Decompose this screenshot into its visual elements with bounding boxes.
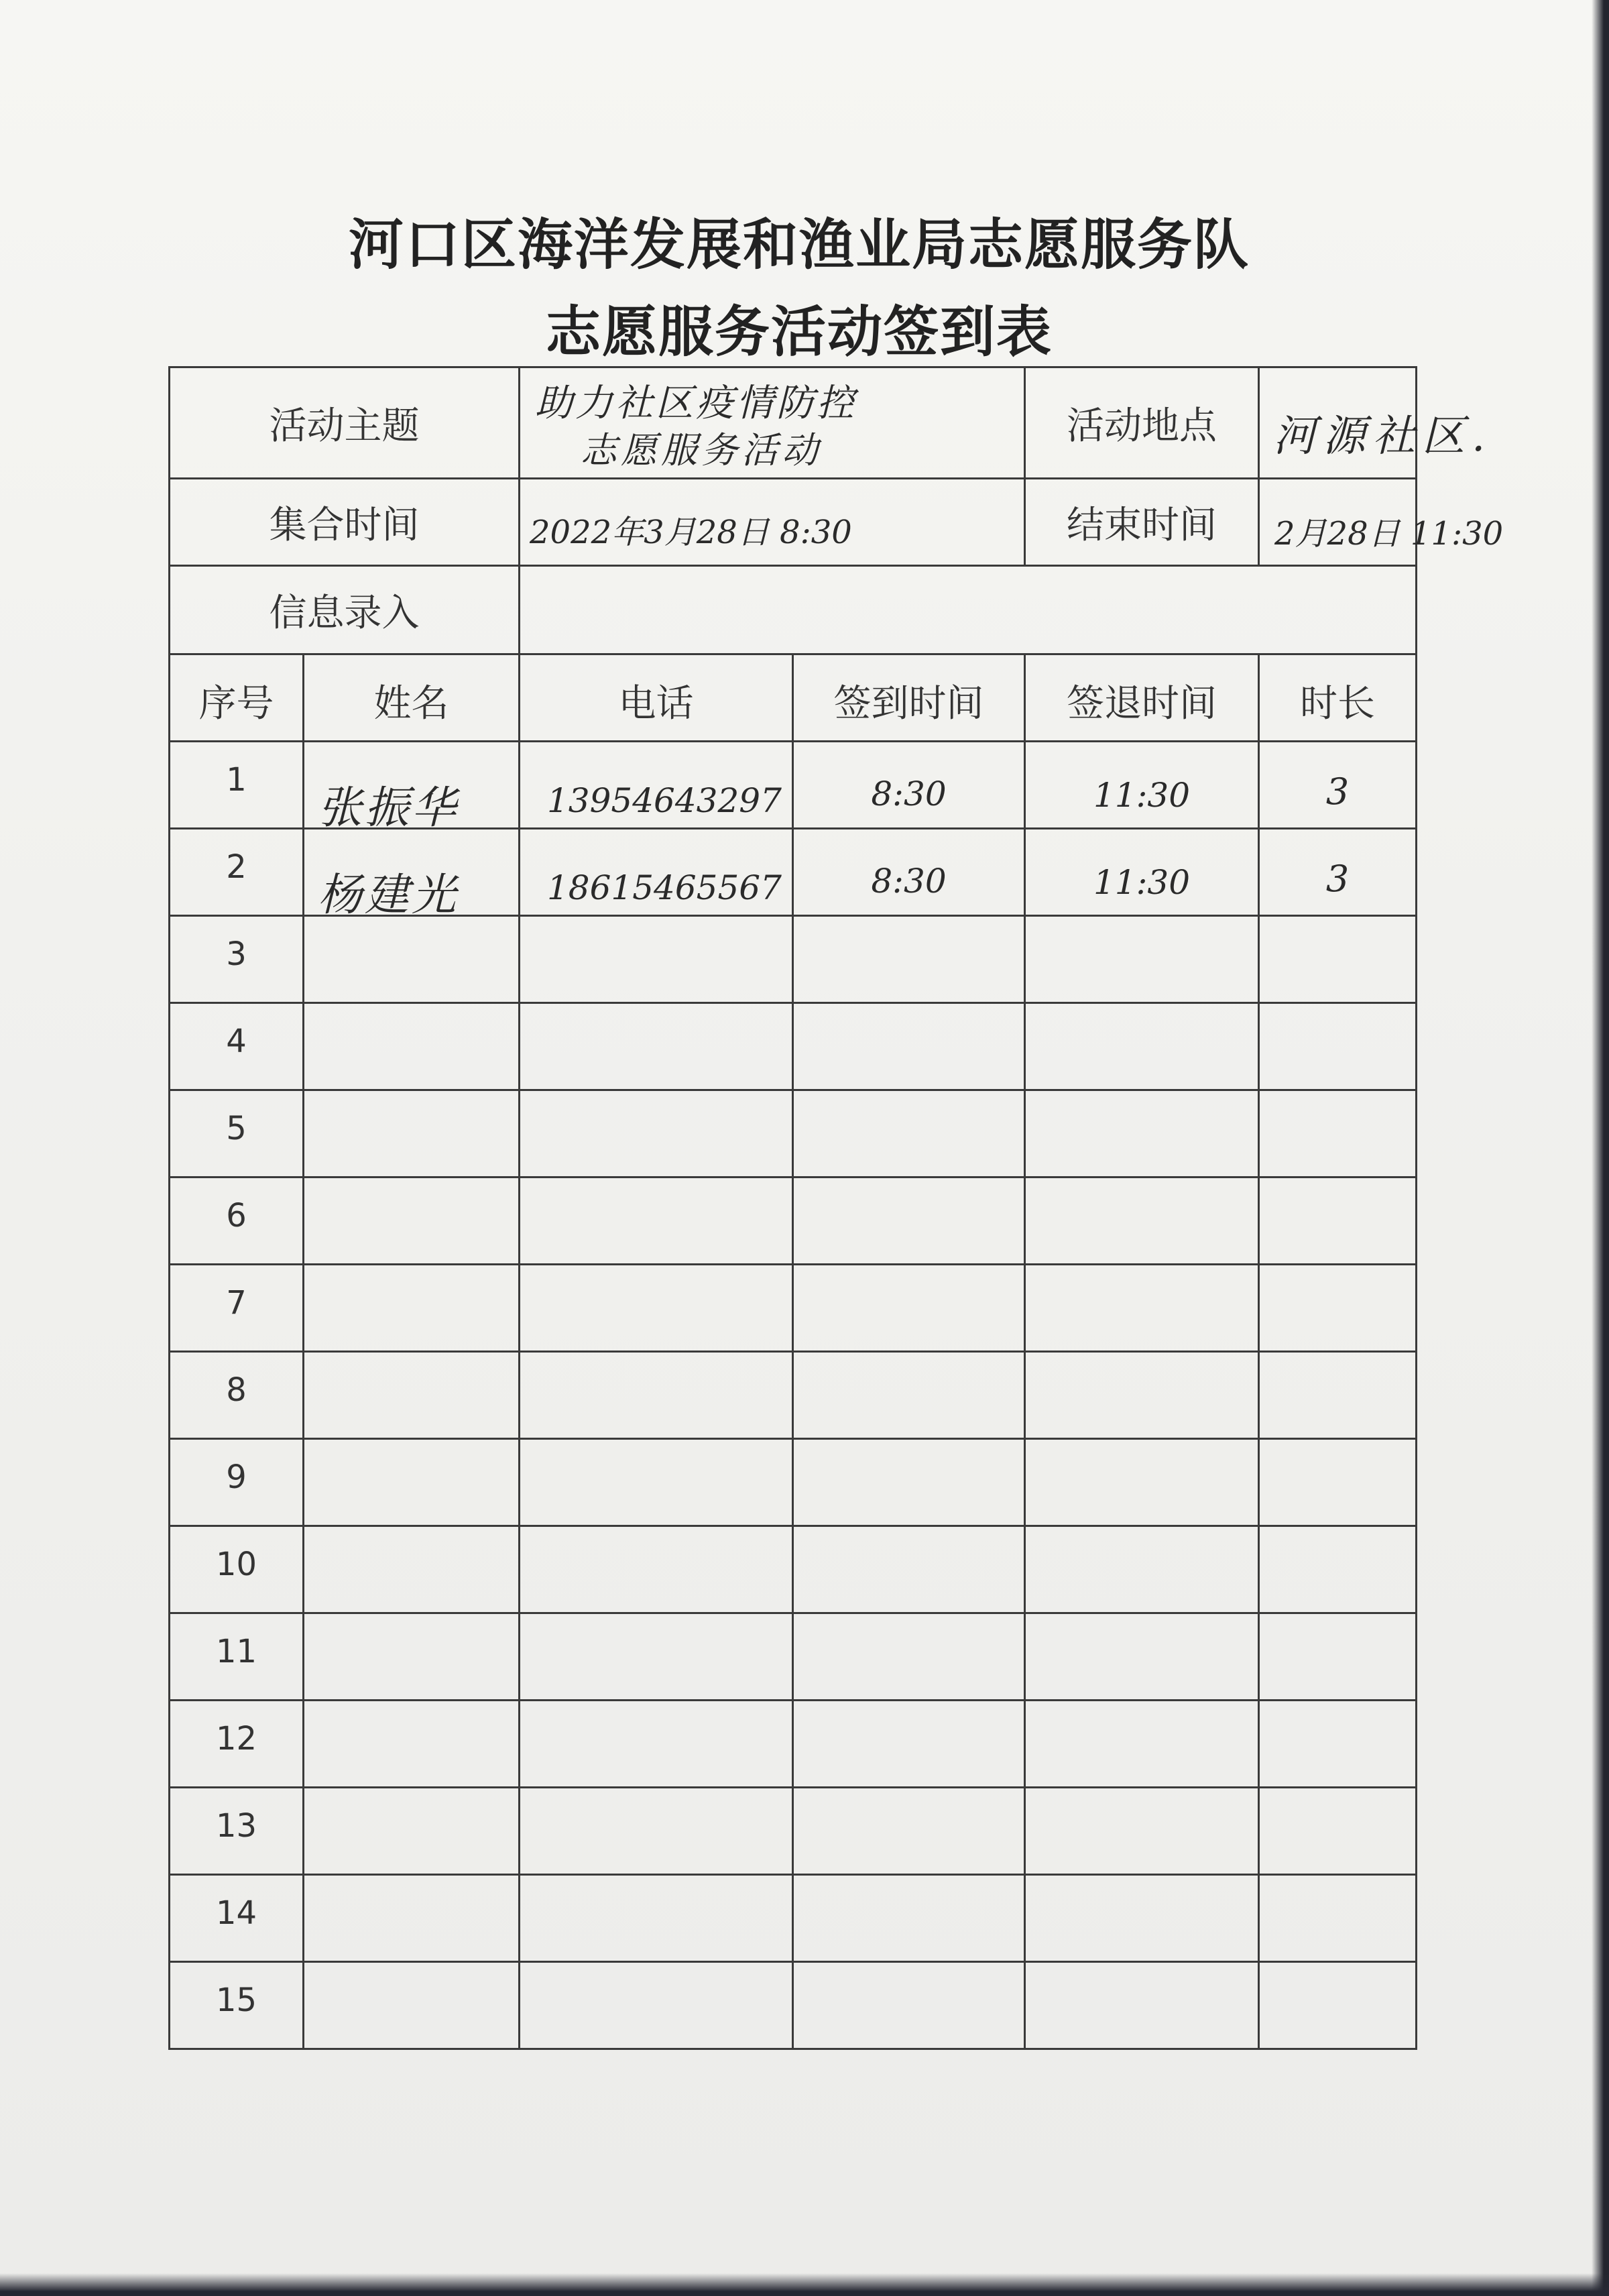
signer-phone-cell[interactable] <box>520 1613 793 1701</box>
theme-value-line2: 志愿服务活动 <box>581 429 822 471</box>
place-value: 河源社区. <box>1273 412 1492 461</box>
duration: 3 <box>1325 770 1350 813</box>
photo-edge-right <box>1592 0 1609 2296</box>
table-row <box>170 1265 1417 1352</box>
signer-phone-cell[interactable] <box>520 1788 793 1875</box>
row-index: 2 <box>170 829 304 916</box>
checkout-time-cell[interactable] <box>1025 1613 1259 1701</box>
checkout-time-cell[interactable] <box>1025 1788 1259 1875</box>
signer-phone: 13954643297 <box>547 781 782 820</box>
checkin-time-cell[interactable] <box>793 1265 1025 1352</box>
checkin-time-cell[interactable] <box>793 1439 1025 1526</box>
theme-value-cell <box>520 367 1025 479</box>
signer-name-cell[interactable] <box>304 1701 520 1788</box>
duration-cell[interactable] <box>1259 1003 1417 1090</box>
info-row-theme <box>170 367 1417 479</box>
duration-cell[interactable] <box>1259 1701 1417 1788</box>
checkin-time-cell[interactable] <box>793 1701 1025 1788</box>
row-index: 9 <box>170 1439 304 1526</box>
place-label: 活动地点 <box>1067 404 1217 448</box>
info-entry-value[interactable] <box>520 566 1417 654</box>
signer-phone-cell[interactable] <box>520 829 793 916</box>
signer-name-cell[interactable] <box>304 742 520 834</box>
checkout-time-cell[interactable] <box>1025 829 1259 916</box>
checkout-time-cell[interactable] <box>1025 1526 1259 1613</box>
duration-cell[interactable] <box>1259 1613 1417 1701</box>
document-subtitle: 志愿服务活动签到表 <box>545 300 1053 364</box>
end-label-cell <box>1025 479 1259 566</box>
table-row <box>170 1788 1417 1875</box>
place-value-cell <box>1259 367 1492 479</box>
signer-name-cell[interactable] <box>304 1788 520 1875</box>
checkout-time-cell[interactable] <box>1025 1701 1259 1788</box>
duration-cell[interactable] <box>1259 1875 1417 1962</box>
checkin-time: 8:30 <box>871 774 947 813</box>
checkout-time-cell[interactable] <box>1025 1352 1259 1439</box>
checkout-time: 11:30 <box>1093 776 1191 815</box>
theme-label: 活动主题 <box>269 404 420 448</box>
row-index: 7 <box>170 1265 304 1352</box>
row-index: 15 <box>170 1962 304 2049</box>
photo-edge-bottom <box>0 2273 1609 2296</box>
duration-cell[interactable] <box>1259 1090 1417 1178</box>
signer-phone: 18615465567 <box>547 868 782 907</box>
row-index: 8 <box>170 1352 304 1439</box>
signer-name: 杨建光 <box>318 869 459 921</box>
duration-cell[interactable] <box>1259 1788 1417 1875</box>
row-index: 13 <box>170 1788 304 1875</box>
signer-name-cell[interactable] <box>304 1090 520 1178</box>
checkin-time-cell[interactable] <box>793 1003 1025 1090</box>
checkout-time-cell[interactable] <box>1025 916 1259 1003</box>
table-row <box>170 742 1417 829</box>
col-header-name: 姓名 <box>304 654 520 742</box>
checkin-time: 8:30 <box>871 862 947 901</box>
info-row-time <box>170 479 1417 566</box>
table-row <box>170 1526 1417 1613</box>
row-index: 10 <box>170 1526 304 1613</box>
signer-phone-cell[interactable] <box>520 1526 793 1613</box>
table-row <box>170 1962 1417 2049</box>
row-index: 14 <box>170 1875 304 1962</box>
checkin-time-cell[interactable] <box>793 1613 1025 1701</box>
row-index: 11 <box>170 1613 304 1701</box>
place-label-cell <box>1025 367 1259 479</box>
table-row <box>170 916 1417 1003</box>
duration: 3 <box>1325 858 1350 900</box>
table-row <box>170 1701 1417 1788</box>
info-entry-label: 信息录入 <box>269 591 420 635</box>
duration-cell[interactable] <box>1259 1439 1417 1526</box>
signer-name: 张振华 <box>318 782 459 834</box>
col-header-checkin: 签到时间 <box>793 654 1025 742</box>
col-header-index: 序号 <box>170 654 304 742</box>
row-index: 6 <box>170 1178 304 1265</box>
checkin-time-cell[interactable] <box>793 1352 1025 1439</box>
col-header-checkout: 签退时间 <box>1025 654 1259 742</box>
checkout-time-cell[interactable] <box>1025 1003 1259 1090</box>
duration-cell[interactable] <box>1259 829 1417 916</box>
signer-name-cell[interactable] <box>304 829 520 921</box>
signer-phone-cell[interactable] <box>520 1003 793 1090</box>
checkout-time-cell[interactable] <box>1025 1090 1259 1178</box>
table-row <box>170 829 1417 916</box>
signer-name-cell[interactable] <box>304 916 520 1003</box>
table-row <box>170 1178 1417 1265</box>
table-row <box>170 1613 1417 1701</box>
gather-time-label: 集合时间 <box>269 503 420 547</box>
duration-cell[interactable] <box>1259 742 1417 829</box>
signer-name-cell[interactable] <box>304 1526 520 1613</box>
end-time-value: 2月28日 11:30 <box>1274 515 1504 553</box>
signer-name-cell[interactable] <box>304 1265 520 1352</box>
entry-label-cell <box>170 566 520 654</box>
signin-table <box>168 366 1504 2050</box>
signer-name-cell[interactable] <box>304 1613 520 1701</box>
table-row <box>170 1439 1417 1526</box>
checkout-time-cell[interactable] <box>1025 742 1259 829</box>
checkin-time-cell[interactable] <box>793 1090 1025 1178</box>
end-time-label: 结束时间 <box>1067 503 1217 547</box>
row-index: 1 <box>170 742 304 829</box>
signer-phone-cell[interactable] <box>520 1178 793 1265</box>
checkin-time-cell[interactable] <box>793 742 1025 829</box>
row-index: 3 <box>170 916 304 1003</box>
duration-cell[interactable] <box>1259 1352 1417 1439</box>
checkin-time-cell[interactable] <box>793 1788 1025 1875</box>
gather-label-cell <box>170 479 520 566</box>
checkin-time-cell[interactable] <box>793 916 1025 1003</box>
duration-cell[interactable] <box>1259 1526 1417 1613</box>
table-row <box>170 1090 1417 1178</box>
column-header-row <box>170 654 1417 742</box>
signer-phone-cell[interactable] <box>520 1090 793 1178</box>
duration-cell[interactable] <box>1259 1265 1417 1352</box>
row-index: 5 <box>170 1090 304 1178</box>
signer-phone-cell[interactable] <box>520 1962 793 2049</box>
gather-time-value: 2022年3月28日 8:30 <box>530 514 852 551</box>
gather-value-cell <box>520 479 1025 566</box>
theme-value-line1: 助力社区疫情防控 <box>535 382 857 425</box>
signer-phone-cell[interactable] <box>520 1352 793 1439</box>
signer-phone-cell[interactable] <box>520 1701 793 1788</box>
signer-phone-cell[interactable] <box>520 742 793 829</box>
checkout-time-cell[interactable] <box>1025 1962 1259 2049</box>
table-row <box>170 1003 1417 1090</box>
checkout-time-cell[interactable] <box>1025 1439 1259 1526</box>
checkout-time-cell[interactable] <box>1025 1178 1259 1265</box>
checkout-time-cell[interactable] <box>1025 1265 1259 1352</box>
signer-name-cell[interactable] <box>304 1962 520 2049</box>
document-title: 河口区海洋发展和渔业局志愿服务队 <box>348 213 1250 277</box>
checkin-time-cell[interactable] <box>793 1526 1025 1613</box>
signer-name-cell[interactable] <box>304 1178 520 1265</box>
row-index: 4 <box>170 1003 304 1090</box>
duration-cell[interactable] <box>1259 1962 1417 2049</box>
signer-phone-cell[interactable] <box>520 1265 793 1352</box>
col-header-phone: 电话 <box>520 654 793 742</box>
checkout-time: 11:30 <box>1093 863 1191 902</box>
theme-label-cell <box>170 367 520 479</box>
col-header-duration: 时长 <box>1259 654 1417 742</box>
signer-phone-cell[interactable] <box>520 1875 793 1962</box>
table-row <box>170 1875 1417 1962</box>
row-index: 12 <box>170 1701 304 1788</box>
end-value-cell <box>1259 479 1504 566</box>
signer-name-cell[interactable] <box>304 1439 520 1526</box>
duration-cell[interactable] <box>1259 916 1417 1003</box>
signer-phone-cell[interactable] <box>520 916 793 1003</box>
duration-cell[interactable] <box>1259 1178 1417 1265</box>
checkin-time-cell[interactable] <box>793 1962 1025 2049</box>
checkin-time-cell[interactable] <box>793 829 1025 916</box>
signer-name-cell[interactable] <box>304 1352 520 1439</box>
signer-name-cell[interactable] <box>304 1003 520 1090</box>
checkin-time-cell[interactable] <box>793 1875 1025 1962</box>
signer-phone-cell[interactable] <box>520 1439 793 1526</box>
checkout-time-cell[interactable] <box>1025 1875 1259 1962</box>
info-row-entry <box>170 566 1417 654</box>
checkin-time-cell[interactable] <box>793 1178 1025 1265</box>
signer-name-cell[interactable] <box>304 1875 520 1962</box>
table-row <box>170 1352 1417 1439</box>
